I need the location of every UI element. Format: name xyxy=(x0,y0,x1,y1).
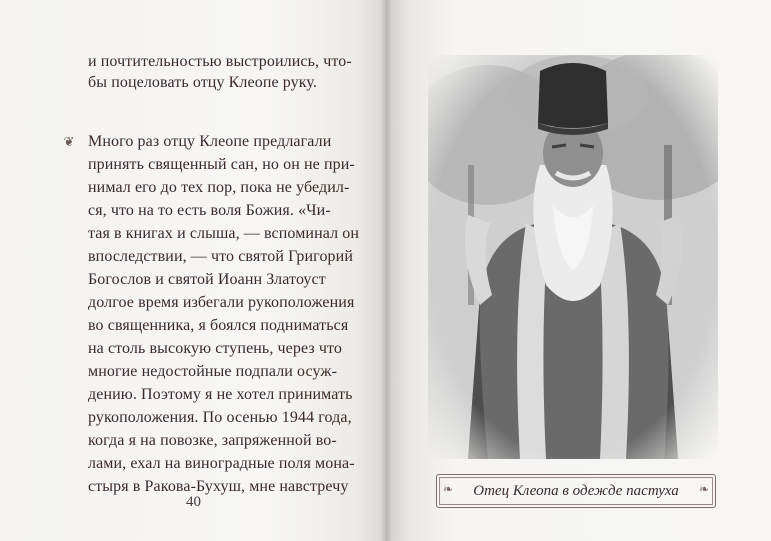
portrait-photo-icon xyxy=(428,55,718,459)
text-line: принять священный сан, но он не при- xyxy=(88,156,355,173)
photo-caption: Отец Клеопа в одежде пастуха xyxy=(473,482,679,499)
text-line: тая в книгах и слыша, — вспоминал он xyxy=(88,225,360,242)
photo-caption-frame xyxy=(436,474,716,508)
text-line: дению. Поэтому я не хотел принимать xyxy=(88,386,353,403)
text-line: на столь высокую ступень, через что xyxy=(88,340,343,357)
caption-flourish-icon: ❧ xyxy=(698,482,709,496)
caption-flourish-icon: ❧ xyxy=(443,482,454,496)
text-line: Богослов и святой Иоанн Златоуст xyxy=(88,271,326,288)
text-line: и почтительностью выстроились, что- xyxy=(88,53,352,70)
text-line: Много раз отцу Клеопе предлагали xyxy=(88,133,332,150)
text-line: когда я на повозке, запряженной во- xyxy=(88,432,337,449)
text-line: долгое время избегали рукоположения xyxy=(88,294,355,311)
portrait-photo xyxy=(428,55,718,459)
paragraph-ornament-icon: ❦ xyxy=(63,134,75,149)
text-line: рукоположения. По осенью 1944 года, xyxy=(88,409,352,426)
text-line: многие недостойные подпали осуж- xyxy=(88,363,338,380)
text-line: нимал его до тех пор, пока не убедил- xyxy=(88,179,350,196)
text-line: стыря в Ракова-Бухуш, мне навстречу xyxy=(88,478,349,495)
text-line: ся, что на то есть воля Божия. «Чи- xyxy=(88,202,331,219)
page-number: 40 xyxy=(186,494,201,510)
text-line: во священника, я боялся подниматься xyxy=(88,317,349,334)
text-line: впоследствии, — что святой Григорий xyxy=(88,248,353,265)
text-line: бы поцеловать отцу Клеопе руку. xyxy=(88,74,318,91)
book-gutter xyxy=(381,0,391,541)
text-line: лами, ехал на виноградные поля мона- xyxy=(88,455,355,472)
